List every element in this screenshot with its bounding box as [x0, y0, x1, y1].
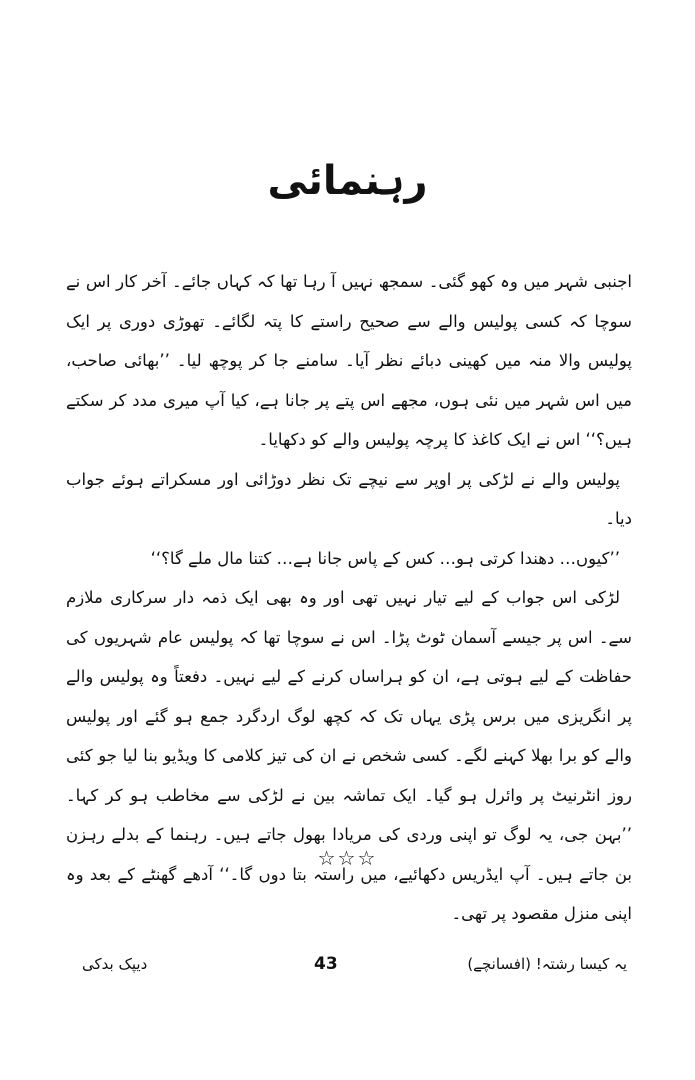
story-paragraph-4: لڑکی اس جواب کے لیے تیار نہیں تھی اور وہ بھی ایک ذمہ دار سرکاری ملازم سے۔ اس پر جیسے آسمان ٹوٹ پڑا۔ اس نے سوچا تھا کہ پولیس عام شہریوں کی حفاظت کے لیے ہوتی ہے، ان کو ہراساں کرنے کے لیے نہیں۔ دفعتاً وہ پولیس والے پر انگریزی میں برس پڑی یہاں تک کہ کچھ لوگ اردگرد جمع ہو گئے اور پولیس والے کو برا بھلا کہنے لگے۔ کسی شخص نے ان کی تیز کلامی کا ویڈیو بنا لیا جو کئی روز انٹرنیٹ پر وائرل ہو گیا۔ ایک تماشہ بین نے لڑکی سے مخاطب ہو کر کہا۔ ’’بہن جی، یہ لوگ تو اپنی وردی کی مریادا بھول جاتے ہیں۔ رہنما کے بدلے رہزن بن جاتے ہیں۔ آپ ایڈریس دکھائیے، میں راستہ بتا دوں گا۔‘‘ آدھے گھنٹے کے بعد وہ اپنی منزل مقصود پر تھی۔ [66, 588, 632, 923]
section-divider-stars: ☆☆☆ [317, 846, 378, 870]
story-paragraph-2: پولیس والے نے لڑکی پر اوپر سے نیچے تک نظر دوڑائی اور مسکراتے ہوئے جواب دیا۔ [66, 469, 632, 528]
story-paragraph-1: اجنبی شہر میں وہ کھو گئی۔ سمجھ نہیں آ رہا تھا کہ کہاں جائے۔ آخر کار اس نے سوچا کہ کسی پولیس والے سے صحیح راستے کا پتہ لگائے۔ تھوڑی دوری پر ایک پولیس والا منہ میں کھینی دبائے نظر آیا۔ سامنے جا کر پوچھ لیا۔ ’’بھائی صاحب، میں اس شہر میں نئی ہوں، مجھے اس پتے پر جانا ہے، کیا آپ میری مدد کر سکتے ہیں؟‘‘ اس نے ایک کاغذ کا پرچہ پولیس والے کو دکھایا۔ [66, 272, 632, 449]
footer-book-title: یہ کیسا رشتہ! (افسانچے) [467, 955, 627, 973]
footer-author: دیپک بدکی [82, 955, 148, 973]
story-paragraph-3: ’’کیوں… دھندا کرتی ہو… کس کے پاس جانا ہے… کتنا مال ملے گا؟‘‘ [150, 548, 620, 568]
story-body [66, 262, 632, 934]
story-title: رہنمائی [267, 158, 428, 204]
page-footer [82, 955, 627, 981]
page-number: 43 [314, 954, 338, 974]
